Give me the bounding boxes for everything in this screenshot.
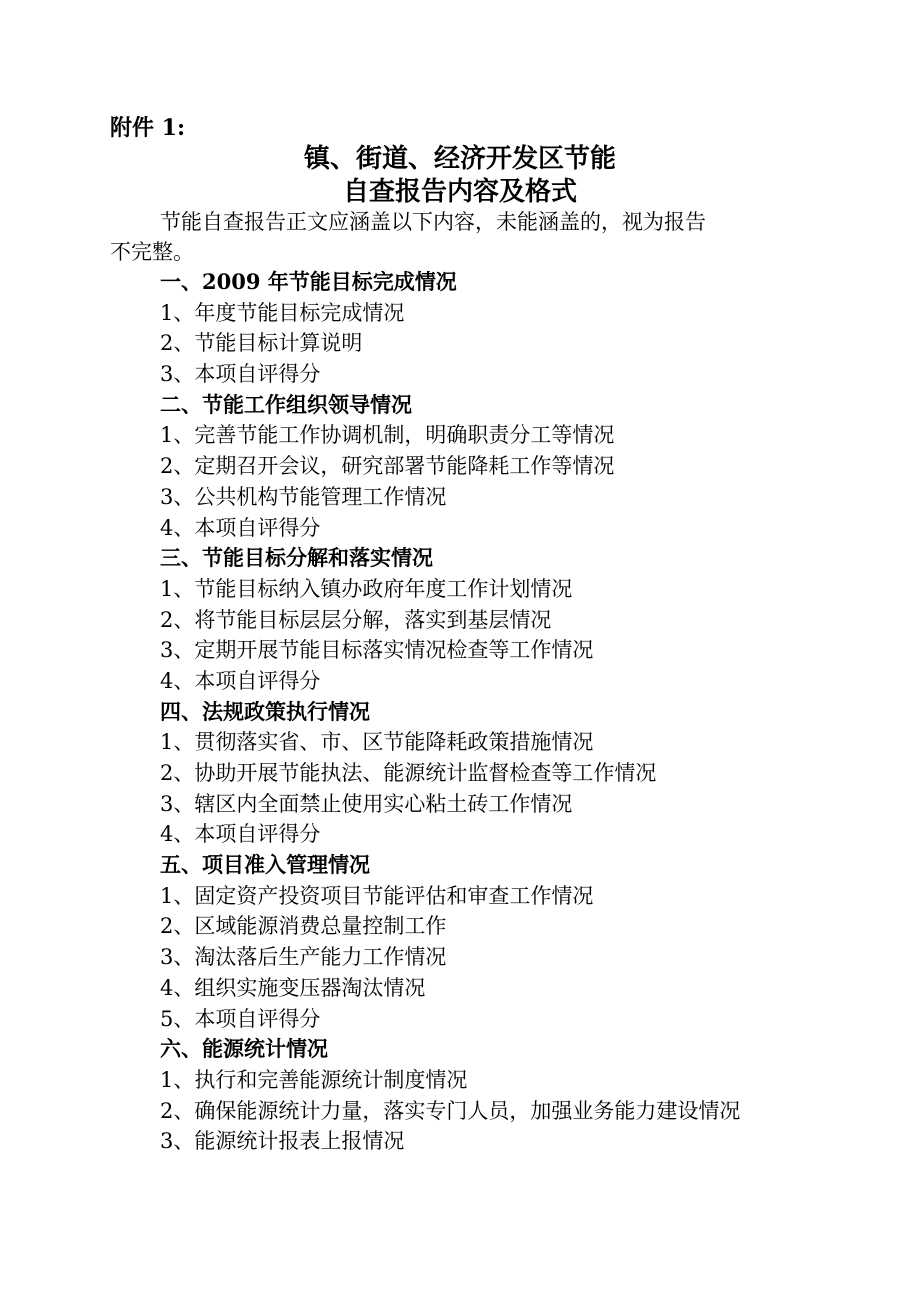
attachment-label: 附件 1: xyxy=(110,115,186,141)
section-item: 3、定期开展节能目标落实情况检查等工作情况 xyxy=(160,638,594,663)
section-heading: 六、能源统计情况 xyxy=(160,1036,328,1062)
section-item: 3、本项自评得分 xyxy=(160,362,321,387)
section-item: 2、区域能源消费总量控制工作 xyxy=(160,914,447,939)
section-heading: 五、项目准入管理情况 xyxy=(160,852,370,878)
section-item: 1、节能目标纳入镇办政府年度工作计划情况 xyxy=(160,576,573,601)
section-item: 1、年度节能目标完成情况 xyxy=(160,300,405,325)
section-heading: 二、节能工作组织领导情况 xyxy=(160,391,412,417)
section-item: 5、本项自评得分 xyxy=(160,1006,321,1031)
section-item: 3、能源统计报表上报情况 xyxy=(160,1129,405,1154)
section-item: 1、贯彻落实省、市、区节能降耗政策措施情况 xyxy=(160,730,594,755)
section-item: 3、辖区内全面禁止使用实心粘土砖工作情况 xyxy=(160,791,573,816)
section-item: 3、公共机构节能管理工作情况 xyxy=(160,484,447,509)
intro-line-1: 节能自查报告正文应涵盖以下内容，未能涵盖的，视为报告 xyxy=(160,210,706,234)
section-item: 2、确保能源统计力量，落实专门人员，加强业务能力建设情况 xyxy=(160,1098,741,1123)
section-item: 2、定期召开会议，研究部署节能降耗工作等情况 xyxy=(160,454,615,479)
section-item: 1、完善节能工作协调机制，明确职责分工等情况 xyxy=(160,423,615,448)
intro-line-2: 不完整。 xyxy=(110,240,194,264)
document-title-line-1: 镇、街道、经济开发区节能 xyxy=(303,144,616,174)
section-item: 4、本项自评得分 xyxy=(160,668,321,693)
section-item: 3、淘汰落后生产能力工作情况 xyxy=(160,945,447,970)
section-heading: 一、2009 年节能目标完成情况 xyxy=(160,269,457,294)
intro-paragraph xyxy=(110,207,810,267)
section-item: 2、将节能目标层层分解，落实到基层情况 xyxy=(160,607,552,632)
section-item: 2、节能目标计算说明 xyxy=(160,331,363,356)
document-title-line-2: 自查报告内容及格式 xyxy=(342,177,577,207)
section-item: 4、本项自评得分 xyxy=(160,515,321,540)
section-item: 4、本项自评得分 xyxy=(160,822,321,847)
section-item: 2、协助开展节能执法、能源统计监督检查等工作情况 xyxy=(160,761,657,785)
section-item: 4、组织实施变压器淘汰情况 xyxy=(160,975,426,1000)
section-heading: 三、节能目标分解和落实情况 xyxy=(160,545,433,571)
section-item: 1、固定资产投资项目节能评估和审查工作情况 xyxy=(160,883,594,908)
section-item: 1、执行和完善能源统计制度情况 xyxy=(160,1067,468,1092)
sections-list xyxy=(160,267,860,1157)
section-heading: 四、法规政策执行情况 xyxy=(160,698,370,724)
